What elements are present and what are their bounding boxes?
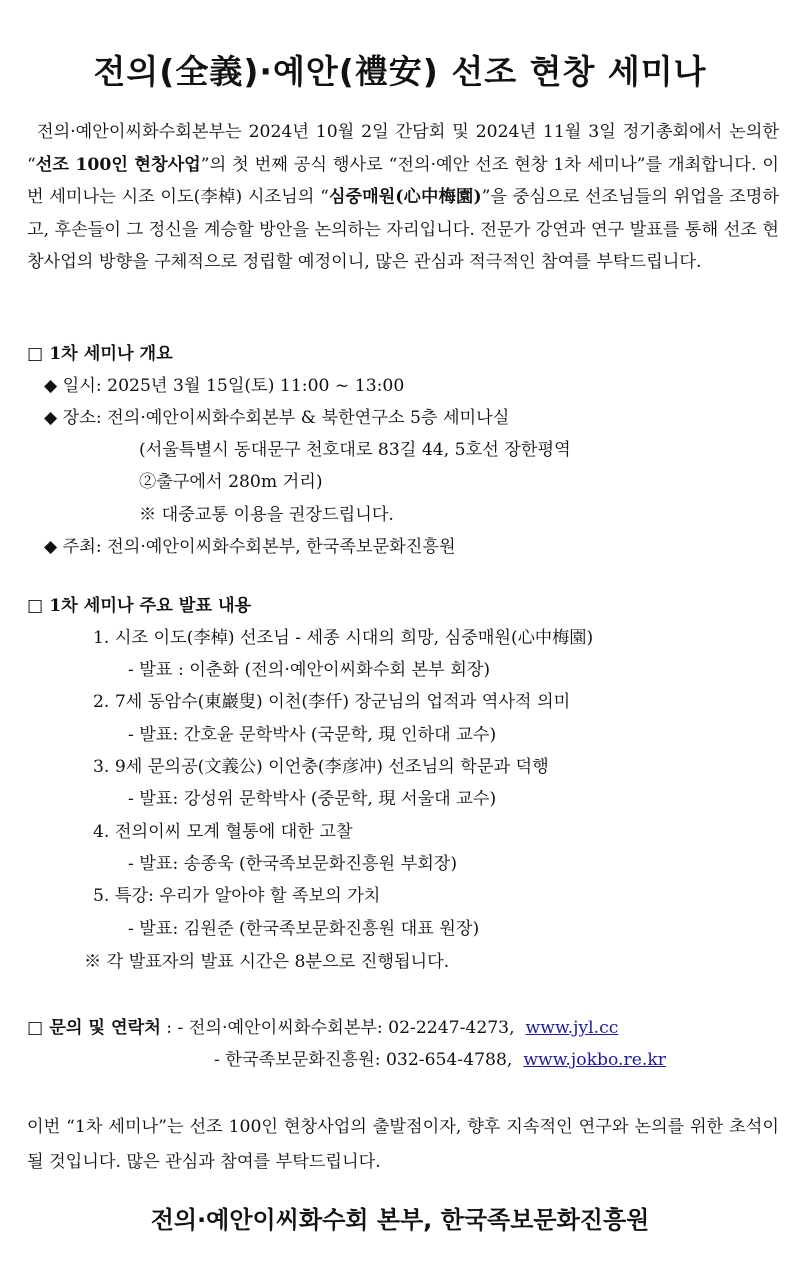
program-item-title: 2. 7세 동암수(東巖叟) 이천(李仟) 장군님의 업적과 역사적 의미: [93, 692, 571, 712]
program-item-title: 5. 특강: 우리가 알아야 할 족보의 가치: [93, 886, 381, 906]
overview-place: ◆ 장소: 전의·예안이씨화수회본부 & 북한연구소 5층 세미나실: [44, 408, 510, 428]
program-item-presenter: - 발표: 간호윤 문학박사 (국문학, 現 인하대 교수): [128, 725, 497, 745]
program-item-presenter: - 발표 : 이춘화 (전의·예안이씨화수회 본부 회장): [128, 660, 491, 680]
intro-paragraph: [27, 116, 779, 279]
contact-row-1: [27, 1016, 618, 1040]
intro-bold-motto: 심중매원(心中梅園): [328, 187, 482, 208]
program-item-title: 4. 전의이씨 모계 혈통에 대한 고찰: [93, 822, 353, 842]
overview-host: ◆ 주최: 전의·예안이씨화수회본부, 한국족보문화진흥원: [44, 537, 456, 557]
contact-row-2: [214, 1048, 666, 1072]
overview-heading: □ 1차 세미나 개요: [27, 344, 173, 364]
contact-heading: □ 문의 및 연락처: [27, 1018, 161, 1038]
program-item-presenter: - 발표: 김원준 (한국족보문화진흥원 대표 원장): [128, 919, 480, 939]
program-heading: □ 1차 세미나 주요 발표 내용: [27, 596, 252, 616]
footer-organizers: 전의·예안이씨화수회 본부, 한국족보문화진흥원: [150, 1206, 650, 1234]
intro-text-2: ”의 첫 번째 공식 행사로 “전의·예안 선조 현창 1차 세미나”를 개최합니다. 이번 세미나는 시조 이도(李棹) 시조님의 “: [27, 154, 779, 208]
overview-address-1: (서울특별시 동대문구 천호대로 83길 44, 5호선 장한평역: [139, 440, 571, 460]
page-title: 전의(全義)·예안(禮安) 선조 현창 세미나: [93, 52, 707, 91]
contact-link-jyl[interactable]: www.jyl.cc: [525, 1018, 619, 1038]
intro-text-1: 전의·예안이씨화수회본부는 2024년 10월 2일 간담회 및 2024년 11월 3일 정기총회에서 논의한 “: [27, 122, 779, 175]
overview-date: ◆ 일시: 2025년 3월 15일(토) 11:00 ~ 13:00: [44, 376, 405, 396]
contact-link-jokbo[interactable]: www.jokbo.re.kr: [523, 1050, 666, 1070]
program-item-title: 3. 9세 문의공(文義公) 이언충(李彦冲) 선조님의 학문과 덕행: [93, 757, 549, 777]
overview-address-2: ②출구에서 280m 거리): [139, 472, 323, 492]
intro-text-3: ”을 중심으로 선조님들의 위업을 조명하고, 후손들이 그 정신을 계승할 방안을 논의하는 자리입니다. 전문가 강연과 연구 발표를 통해 선조 현창사업의 방향을 구체적으로 정립할 예정이니, 많은 관심과 적극적인 참여를 부탁드립니다.: [27, 187, 779, 273]
contact-line-2: - 한국족보문화진흥원: 032-654-4788,: [214, 1050, 513, 1070]
program-item-presenter: - 발표: 송종욱 (한국족보문화진흥원 부회장): [128, 854, 458, 874]
intro-bold-project: 선조 100인 현창사업: [35, 154, 201, 175]
program-item-title: 1. 시조 이도(李棹) 선조님 - 세종 시대의 희망, 심중매원(心中梅園): [93, 628, 594, 648]
program-item-presenter: - 발표: 강성위 문학박사 (중문학, 現 서울대 교수): [128, 789, 497, 809]
overview-transit-note: ※ 대중교통 이용을 권장드립니다.: [139, 505, 394, 525]
program-note: ※ 각 발표자의 발표 시간은 8분으로 진행됩니다.: [84, 952, 450, 972]
contact-line-1: - 전의·예안이씨화수회본부: 02-2247-4273,: [177, 1018, 515, 1038]
contact-separator: :: [160, 1018, 178, 1038]
closing-paragraph: 이번 “1차 세미나”는 선조 100인 현창사업의 출발점이자, 향후 지속적인 연구와 논의를 위한 초석이 될 것입니다. 많은 관심과 참여를 부탁드립니다.: [27, 1117, 779, 1172]
